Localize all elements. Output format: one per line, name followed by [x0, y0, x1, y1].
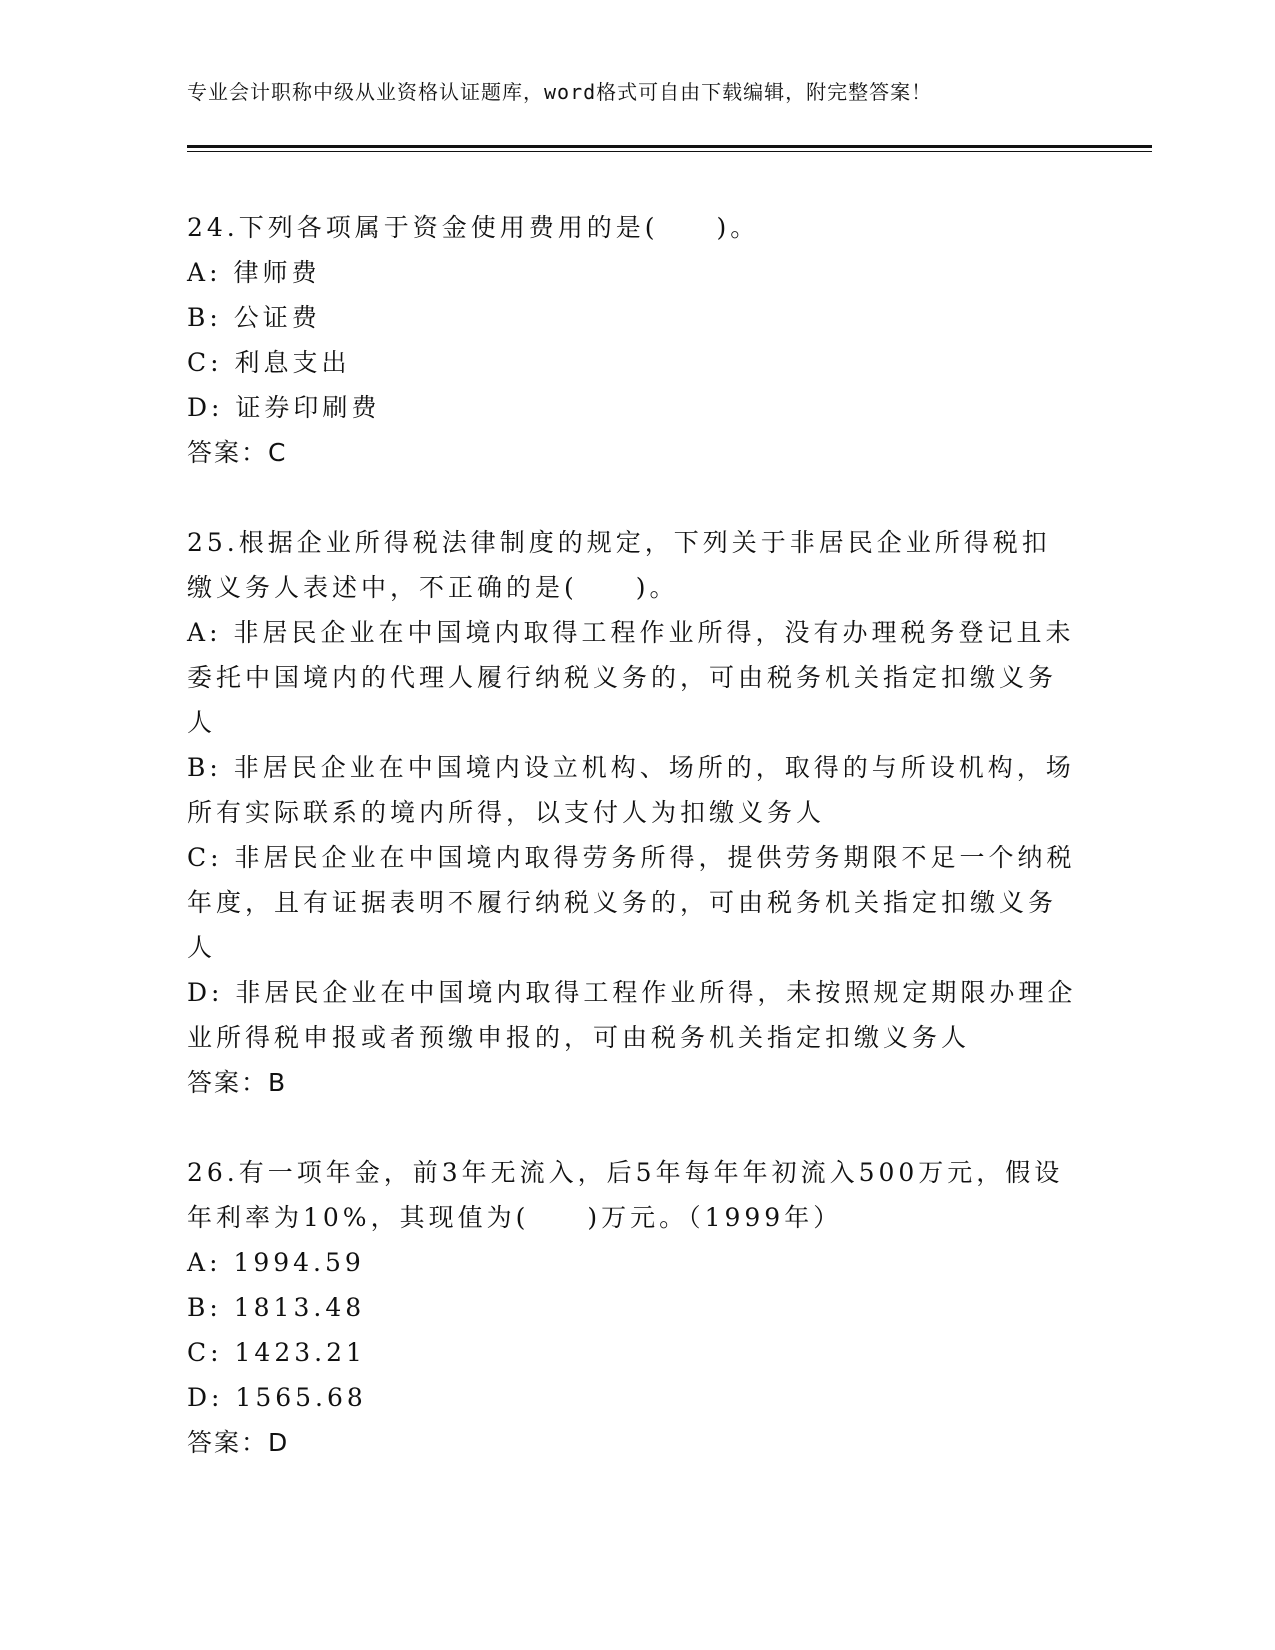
option-separator: :: [209, 303, 234, 332]
option-separator: :: [211, 978, 236, 1007]
option-separator: :: [209, 1293, 234, 1322]
question-stem: 24.下列各项属于资金使用费用的是( )。: [187, 213, 760, 242]
question-stem: 25.根据企业所得税法律制度的规定，下列关于非居民企业所得税扣缴义务人表述中，不正确的是( )。: [187, 528, 1051, 602]
option-letter: C: [187, 348, 211, 377]
option-d: [187, 970, 1077, 1060]
question-26: [187, 1150, 1077, 1465]
option-text: 1565.68: [235, 1383, 367, 1412]
header-divider-thick: [187, 145, 1152, 148]
option-text: 1813.48: [233, 1293, 366, 1322]
option-separator: :: [209, 753, 234, 782]
header-divider-thin: [187, 151, 1152, 152]
option-separator: :: [209, 1248, 234, 1277]
option-letter: A: [187, 618, 210, 647]
answer-line: 答案：C: [187, 438, 288, 467]
option-separator: :: [210, 1338, 235, 1367]
option-c: [187, 835, 1077, 970]
answer-line: 答案：B: [187, 1068, 288, 1097]
option-b: [187, 745, 1077, 835]
page-header-note: 专业会计职称中级从业资格认证题库，word格式可自由下载编辑，附完整答案！: [187, 80, 933, 104]
option-letter: B: [187, 1293, 210, 1322]
option-text: 证券印刷费: [235, 393, 381, 422]
option-a: [187, 610, 1077, 745]
option-separator: :: [211, 1383, 236, 1412]
option-letter: B: [187, 753, 210, 782]
question-list: [187, 205, 1077, 1510]
option-text: 非居民企业在中国境内取得工程作业所得，未按照规定期限办理企业所得税申报或者预缴申报的，可由税务机关指定扣缴义务人: [187, 978, 1077, 1052]
option-b: [187, 295, 1077, 340]
option-d: [187, 1375, 1077, 1420]
option-text: 1423.21: [234, 1338, 366, 1367]
option-letter: C: [187, 1338, 211, 1367]
option-a: [187, 250, 1077, 295]
option-letter: C: [187, 843, 211, 872]
option-a: [187, 1240, 1077, 1285]
option-text: 1994.59: [233, 1248, 365, 1277]
option-d: [187, 385, 1077, 430]
option-separator: :: [210, 843, 235, 872]
option-text: 公证费: [233, 303, 321, 332]
option-text: 非居民企业在中国境内设立机构、场所的，取得的与所设机构，场所有实际联系的境内所得，以支付人为扣缴义务人: [187, 753, 1075, 827]
option-c: [187, 1330, 1077, 1375]
option-text: 非居民企业在中国境内取得工程作业所得，没有办理税务登记且未委托中国境内的代理人履行纳税义务的，可由税务机关指定扣缴义务人: [187, 618, 1075, 737]
question-24: [187, 205, 1077, 475]
option-b: [187, 1285, 1077, 1330]
option-c: [187, 340, 1077, 385]
option-separator: :: [210, 348, 235, 377]
option-letter: D: [187, 978, 212, 1007]
option-letter: D: [187, 1383, 212, 1412]
option-text: 律师费: [233, 258, 321, 287]
option-separator: :: [209, 618, 234, 647]
option-text: 利息支出: [234, 348, 351, 377]
option-letter: D: [187, 393, 212, 422]
question-stem: 26.有一项年金，前3年无流入，后5年每年年初流入500万元，假设年利率为10%，其现值为( )万元。（1999年）: [187, 1158, 1064, 1232]
option-separator: :: [209, 258, 234, 287]
option-text: 非居民企业在中国境内取得劳务所得，提供劳务期限不足一个纳税年度，且有证据表明不履行纳税义务的，可由税务机关指定扣缴义务人: [187, 843, 1076, 962]
option-letter: A: [187, 1248, 210, 1277]
question-25: [187, 520, 1077, 1105]
answer-line: 答案：D: [187, 1428, 290, 1457]
option-letter: A: [187, 258, 210, 287]
option-letter: B: [187, 303, 210, 332]
option-separator: :: [211, 393, 236, 422]
